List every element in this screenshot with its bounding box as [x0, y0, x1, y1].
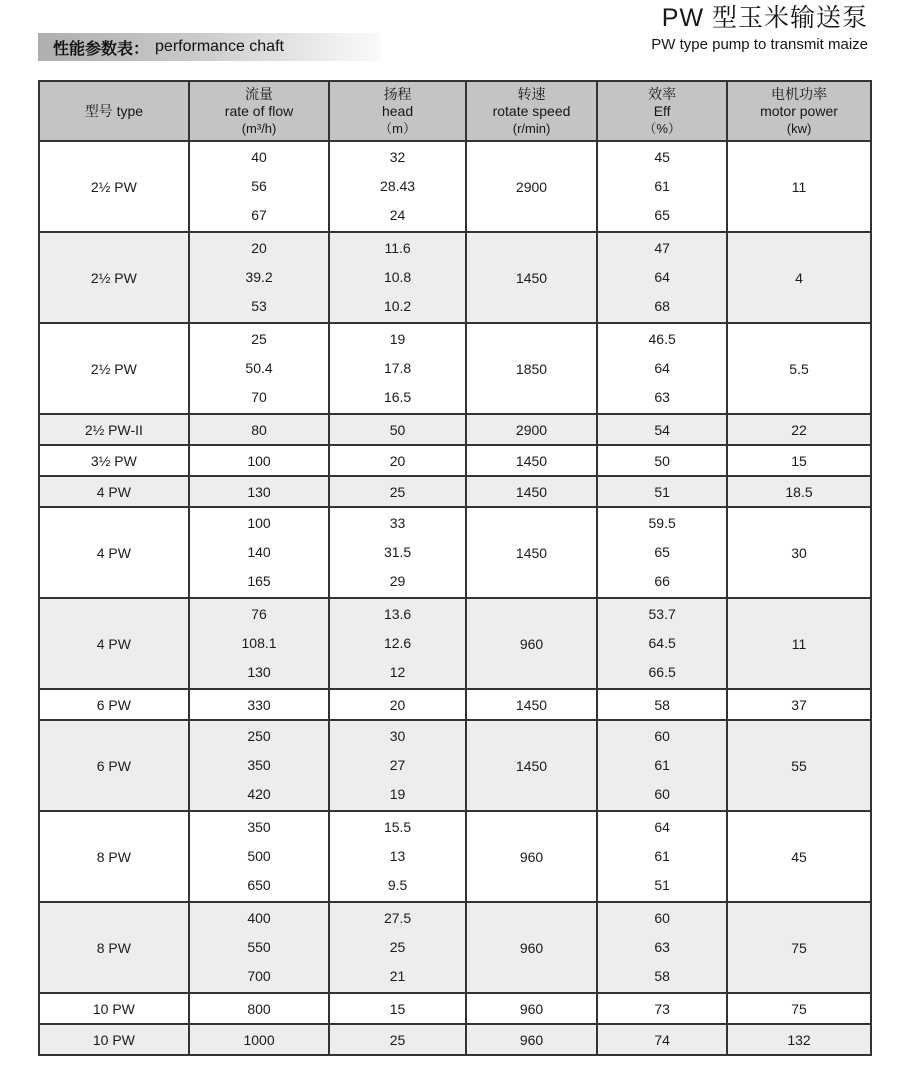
- cell-eff: [597, 902, 727, 993]
- table-row: [39, 1024, 871, 1055]
- cell-value: 25: [389, 939, 406, 955]
- cell-value: 60: [654, 786, 670, 802]
- cell-type: 10 PW: [39, 1024, 189, 1055]
- cell-head: 25: [329, 476, 465, 507]
- cell-value: 19: [389, 331, 406, 347]
- cell-head: [329, 232, 465, 323]
- cell-value: 15.5: [383, 819, 412, 835]
- cell-head: 20: [329, 689, 465, 720]
- table-row: [39, 507, 871, 598]
- cell-value: 27.5: [383, 910, 412, 926]
- table-header-row: [39, 81, 871, 141]
- cell-value: 61: [654, 848, 670, 864]
- col-header-head-unit: （m）: [379, 120, 416, 136]
- cell-value: 21: [389, 968, 406, 984]
- cell-power: 55: [727, 720, 871, 811]
- page-title: [651, 3, 868, 54]
- col-header-type-label: 型号 type: [84, 102, 144, 119]
- cell-flow: [189, 598, 330, 689]
- cell-eff: [597, 720, 727, 811]
- table-row: [39, 445, 871, 476]
- cell-value: 13.6: [383, 606, 412, 622]
- cell-value: 76: [251, 606, 267, 622]
- cell-flow: [189, 507, 330, 598]
- col-header-power-zh: 电机功率: [771, 85, 827, 102]
- cell-power: 4: [727, 232, 871, 323]
- cell-value: 32: [389, 149, 406, 165]
- cell-eff: 54: [597, 414, 727, 445]
- cell-value: 9.5: [387, 877, 408, 893]
- cell-flow: 1000: [189, 1024, 330, 1055]
- cell-flow: [189, 811, 330, 902]
- cell-value: 66: [654, 573, 670, 589]
- section-header-bar: [38, 33, 381, 61]
- cell-value: 350: [247, 757, 271, 773]
- table-row: [39, 141, 871, 232]
- cell-speed: 2900: [466, 141, 597, 232]
- cell-value: 650: [247, 877, 271, 893]
- cell-speed: 960: [466, 993, 597, 1024]
- cell-speed: 1450: [466, 476, 597, 507]
- cell-value: 40: [251, 149, 267, 165]
- cell-value: 53.7: [648, 606, 676, 622]
- cell-value: 10.8: [383, 269, 412, 285]
- cell-speed: 1450: [466, 720, 597, 811]
- cell-power: 37: [727, 689, 871, 720]
- cell-head: 15: [329, 993, 465, 1024]
- cell-eff: [597, 323, 727, 414]
- cell-type: 6 PW: [39, 720, 189, 811]
- cell-value: 56: [251, 178, 267, 194]
- cell-eff: [597, 598, 727, 689]
- cell-flow: 130: [189, 476, 330, 507]
- cell-value: 65: [654, 544, 670, 560]
- cell-value: 250: [247, 728, 271, 744]
- cell-value: 64: [654, 360, 670, 376]
- cell-value: 500: [247, 848, 271, 864]
- cell-value: 165: [247, 573, 271, 589]
- cell-type: 8 PW: [39, 902, 189, 993]
- cell-value: 50.4: [245, 360, 273, 376]
- cell-type: 6 PW: [39, 689, 189, 720]
- cell-value: 130: [247, 664, 271, 680]
- cell-value: 11.6: [384, 240, 411, 256]
- cell-value: 17.8: [383, 360, 412, 376]
- cell-eff: [597, 811, 727, 902]
- cell-head: [329, 323, 465, 414]
- cell-type: 2½ PW: [39, 232, 189, 323]
- table-body: [39, 141, 871, 1055]
- cell-value: 51: [654, 877, 670, 893]
- table-row: [39, 598, 871, 689]
- cell-value: 60: [654, 910, 670, 926]
- cell-head: 50: [329, 414, 465, 445]
- cell-value: 25: [251, 331, 267, 347]
- cell-value: 700: [247, 968, 271, 984]
- cell-type: 2½ PW: [39, 323, 189, 414]
- cell-head: [329, 141, 465, 232]
- cell-value: 53: [251, 298, 267, 314]
- performance-table: [38, 80, 872, 1056]
- cell-eff: 74: [597, 1024, 727, 1055]
- cell-head: [329, 902, 465, 993]
- cell-power: 45: [727, 811, 871, 902]
- cell-value: 63: [654, 389, 670, 405]
- col-header-speed-zh: 转速: [517, 85, 546, 102]
- cell-value: 29: [389, 573, 406, 589]
- cell-speed: 1450: [466, 507, 597, 598]
- cell-eff: [597, 141, 727, 232]
- col-header-flow-zh: 流量: [245, 85, 274, 102]
- cell-flow: 80: [189, 414, 330, 445]
- cell-value: 20: [251, 240, 267, 256]
- table-row: [39, 811, 871, 902]
- cell-head: [329, 598, 465, 689]
- cell-value: 64: [654, 269, 670, 285]
- cell-head: [329, 720, 465, 811]
- cell-head: 25: [329, 1024, 465, 1055]
- cell-value: 31.5: [383, 544, 412, 560]
- cell-value: 64: [654, 819, 670, 835]
- cell-flow: [189, 902, 330, 993]
- cell-value: 65: [654, 207, 670, 223]
- cell-power: 22: [727, 414, 871, 445]
- cell-type: 4 PW: [39, 507, 189, 598]
- col-header-flow-unit: (m³/h): [241, 120, 277, 136]
- cell-speed: 960: [466, 811, 597, 902]
- cell-power: 18.5: [727, 476, 871, 507]
- col-header-head-en: head: [381, 102, 414, 119]
- cell-head: [329, 811, 465, 902]
- cell-speed: 1850: [466, 323, 597, 414]
- cell-speed: 1450: [466, 445, 597, 476]
- cell-head: [329, 507, 465, 598]
- section-header-zh: 性能参数表：: [53, 40, 150, 58]
- cell-head: 20: [329, 445, 465, 476]
- table-row: [39, 902, 871, 993]
- col-header-power-en: motor power: [760, 102, 838, 119]
- cell-value: 19: [389, 786, 406, 802]
- cell-eff: 73: [597, 993, 727, 1024]
- col-header-eff: [597, 81, 727, 141]
- table-row: [39, 232, 871, 323]
- cell-value: 60: [654, 728, 670, 744]
- cell-value: 350: [247, 819, 271, 835]
- table-row: [39, 993, 871, 1024]
- cell-value: 68: [654, 298, 670, 314]
- cell-value: 140: [247, 544, 271, 560]
- cell-value: 100: [247, 515, 271, 531]
- cell-power: 75: [727, 993, 871, 1024]
- cell-eff: [597, 507, 727, 598]
- cell-power: 30: [727, 507, 871, 598]
- col-header-eff-zh: 效率: [648, 85, 677, 102]
- cell-value: 420: [247, 786, 271, 802]
- cell-flow: [189, 141, 330, 232]
- page-title-en: PW type pump to transmit maize: [651, 36, 868, 53]
- col-header-head-zh: 扬程: [383, 85, 412, 102]
- cell-type: 2½ PW: [39, 141, 189, 232]
- cell-value: 33: [389, 515, 406, 531]
- cell-flow: [189, 323, 330, 414]
- cell-flow: 100: [189, 445, 330, 476]
- table-header: [39, 81, 871, 141]
- cell-value: 12.6: [383, 635, 412, 651]
- col-header-head: [329, 81, 465, 141]
- cell-value: 66.5: [648, 664, 676, 680]
- cell-value: 30: [389, 728, 406, 744]
- cell-value: 46.5: [648, 331, 676, 347]
- cell-type: 4 PW: [39, 476, 189, 507]
- cell-value: 27: [389, 757, 406, 773]
- cell-value: 67: [251, 207, 267, 223]
- cell-speed: 2900: [466, 414, 597, 445]
- cell-speed: 960: [466, 1024, 597, 1055]
- cell-speed: 1450: [466, 689, 597, 720]
- col-header-eff-unit: （%）: [643, 120, 681, 136]
- cell-type: 3½ PW: [39, 445, 189, 476]
- cell-value: 45: [654, 149, 670, 165]
- cell-type: 2½ PW-II: [39, 414, 189, 445]
- page-title-zh: PW 型玉米输送泵: [661, 4, 868, 32]
- cell-value: 47: [654, 240, 670, 256]
- cell-speed: 960: [466, 902, 597, 993]
- cell-value: 28.43: [380, 178, 416, 194]
- cell-power: 75: [727, 902, 871, 993]
- cell-value: 64.5: [648, 635, 676, 651]
- cell-power: 11: [727, 598, 871, 689]
- cell-eff: 50: [597, 445, 727, 476]
- cell-value: 39.2: [245, 269, 273, 285]
- table-row: [39, 689, 871, 720]
- cell-value: 108.1: [241, 635, 277, 651]
- cell-value: 61: [654, 757, 670, 773]
- cell-eff: 51: [597, 476, 727, 507]
- table-row: [39, 720, 871, 811]
- cell-eff: 58: [597, 689, 727, 720]
- cell-flow: 330: [189, 689, 330, 720]
- col-header-eff-en: Eff: [653, 102, 671, 119]
- cell-type: 8 PW: [39, 811, 189, 902]
- cell-value: 59.5: [648, 515, 676, 531]
- cell-type: 10 PW: [39, 993, 189, 1024]
- cell-value: 10.2: [383, 298, 412, 314]
- cell-value: 24: [389, 207, 406, 223]
- col-header-speed-en: rotate speed: [492, 102, 571, 119]
- cell-value: 70: [251, 389, 267, 405]
- cell-value: 58: [654, 968, 670, 984]
- cell-flow: [189, 720, 330, 811]
- cell-value: 400: [247, 910, 271, 926]
- cell-speed: 960: [466, 598, 597, 689]
- col-header-speed: [466, 81, 597, 141]
- cell-value: 63: [654, 939, 670, 955]
- cell-power: 132: [727, 1024, 871, 1055]
- cell-value: 13: [389, 848, 406, 864]
- cell-value: 550: [247, 939, 271, 955]
- cell-speed: 1450: [466, 232, 597, 323]
- col-header-power-unit: (kw): [786, 120, 812, 136]
- cell-eff: [597, 232, 727, 323]
- cell-flow: 800: [189, 993, 330, 1024]
- col-header-flow-en: rate of flow: [224, 102, 294, 119]
- cell-value: 61: [654, 178, 670, 194]
- col-header-power: [727, 81, 871, 141]
- section-header-en: performance chaft: [155, 38, 284, 55]
- cell-flow: [189, 232, 330, 323]
- cell-type: 4 PW: [39, 598, 189, 689]
- table-row: [39, 323, 871, 414]
- cell-power: 15: [727, 445, 871, 476]
- table-row: [39, 414, 871, 445]
- col-header-speed-unit: (r/min): [512, 120, 551, 136]
- cell-value: 12: [389, 664, 406, 680]
- cell-power: 11: [727, 141, 871, 232]
- cell-value: 16.5: [383, 389, 412, 405]
- cell-power: 5.5: [727, 323, 871, 414]
- col-header-type: [39, 81, 189, 141]
- table-row: [39, 476, 871, 507]
- col-header-flow: [189, 81, 330, 141]
